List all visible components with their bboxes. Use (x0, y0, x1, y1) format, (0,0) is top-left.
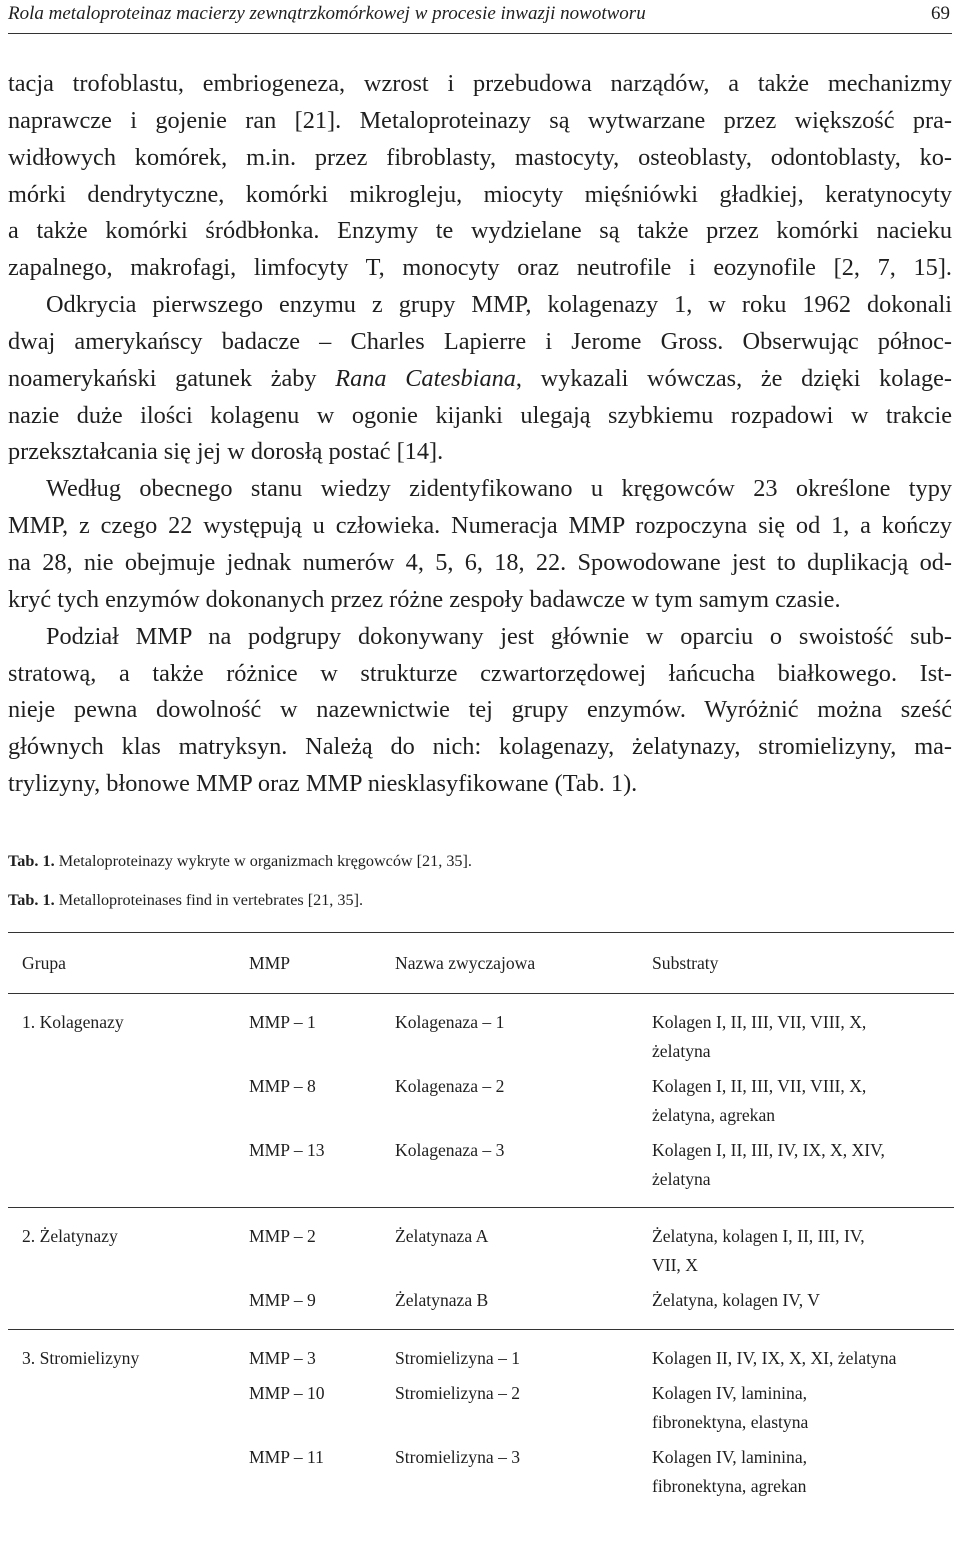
substrate-line: żelatyna (652, 1040, 711, 1061)
table-caption-english (8, 891, 363, 910)
text-line: zapalnego, makrofagi, limfocyty T, monocyty oraz neutrofile i eozynofile [2, 7, 15]. (8, 254, 952, 282)
table-row (8, 1372, 954, 1436)
table-header-row (8, 933, 954, 994)
substrate-line: Kolagen IV, laminina, (652, 1447, 808, 1467)
page-number: 69 (931, 3, 950, 24)
substrates (638, 1065, 954, 1129)
group-stromelysins (8, 1329, 954, 1500)
text-line: MMP, z czego 22 występują u człowieka. Numeracja MMP rozpoczyna się od 1, a kończy (8, 512, 952, 540)
substrates (638, 1372, 954, 1436)
text-line: kryć tych enzymów dokonanych przez różne zespoły badawcze w tym samym czasie. (8, 585, 841, 613)
text-line: dwaj amerykańscy badacze – Charles Lapierre i Jerome Gross. Obserwując północ- (8, 327, 952, 355)
common-name: Stromielizyna – 3 (395, 1447, 521, 1467)
text-line: Odkrycia pierwszego enzymu z grupy MMP, kolagenazy 1, w roku 1962 dokonali (46, 291, 952, 319)
substrate-line: fibronektyna, agrekan (652, 1475, 807, 1496)
table-caption-polish (8, 852, 472, 871)
text-line: Podział MMP na podgrupy dokonywany jest głównie w oparciu o swoistość sub- (46, 622, 952, 650)
substrate-line: Kolagen I, II, III, IV, IX, X, XIV, (652, 1140, 885, 1160)
common-name: Stromielizyna – 2 (395, 1383, 521, 1403)
text-line: głównych klas matryksyn. Należą do nich: kolagenazy, żelatynazy, stromielizyny, ma- (8, 733, 952, 761)
text-line: mórki dendrytyczne, komórki mikrogleju, miocyty mięśniówki gładkiej, keratynocyty (8, 180, 952, 208)
text-line: nazie duże ilości kolagenu w ogonie kijanki ulegają szybkiemu rozpadowi w trakcie (8, 401, 952, 429)
table-row (8, 1329, 954, 1372)
group-name: 1. Kolagenazy (22, 1012, 124, 1032)
caption-text: Metalloproteinases find in vertebrates [21, 35]. (54, 891, 364, 909)
text-line: trylizyny, błonowe MMP oraz MMP niesklasyfikowane (Tab. 1). (8, 770, 638, 798)
text-line: nieje pewna dowolność w nazewnictwie tej grupy enzymów. Wyróżnić można sześć (8, 696, 952, 724)
caption-label: Tab. 1. (8, 852, 55, 870)
text-line: na 28, nie obejmuje jednak numerów 4, 5, 6, 18, 22. Spowodowane jest to duplikacją od- (8, 548, 952, 576)
substrate-line: Żelatyna, kolagen IV, V (652, 1290, 820, 1310)
substrates (638, 994, 954, 1066)
header-group: Grupa (8, 933, 235, 994)
running-title: Rola metaloproteinaz macierzy zewnątrzkomórkowej w procesie inwazji nowotworu (8, 3, 646, 24)
substrate-line: Kolagen IV, laminina, (652, 1383, 808, 1403)
common-name: Żelatynaza A (381, 1208, 638, 1280)
mmp-id: MMP – 2 (235, 1208, 381, 1280)
table-row (8, 1208, 954, 1280)
substrates (638, 1129, 954, 1208)
substrate-line: Kolagen II, IV, IX, X, XI, żelatyna (652, 1347, 897, 1368)
text-line: a także komórki śródbłonka. Enzymy te wydzielane są także przez komórki nacieku (8, 217, 952, 245)
text-line: widłowych komórek, m.in. przez fibroblasty, mastocyty, osteoblasty, odontoblasty, ko- (8, 143, 952, 171)
common-name: Kolagenaza – 3 (395, 1140, 505, 1160)
group-collagenases (8, 994, 954, 1208)
mmp-id: MMP – 9 (249, 1290, 316, 1310)
header-common-name: Nazwa zwyczajowa (381, 933, 638, 994)
text-line: naprawcze i gojenie ran [21]. Metaloproteinazy są wytwarzane przez większość pra- (8, 106, 952, 134)
substrate-line: Kolagen I, II, III, VII, VIII, X, (652, 1076, 867, 1096)
mmp-id: MMP – 11 (249, 1447, 324, 1467)
substrate-line: fibronektyna, elastyna (652, 1411, 809, 1432)
substrate-line: Żelatyna, kolagen I, II, III, IV, (652, 1226, 865, 1246)
text-fragment: , wykazali wówczas, że dzięki kolage- (515, 364, 952, 392)
mmp-table (8, 932, 954, 1500)
table-row (8, 1279, 954, 1329)
substrates (638, 1436, 954, 1500)
substrate-line: żelatyna, agrekan (652, 1104, 776, 1125)
common-name: Żelatynaza B (395, 1290, 489, 1310)
text-line: stratową, a także różnice w strukturze czwartorzędowej łańcucha białkowego. Ist- (8, 659, 952, 687)
table-row (8, 1436, 954, 1500)
mmp-id: MMP – 3 (235, 1329, 381, 1372)
caption-text: Metaloproteinazy wykryte w organizmach kręgowców [21, 35]. (54, 852, 472, 870)
text-line: tacja trofoblastu, embriogeneza, wzrost i przebudowa narządów, a także mechanizmy (8, 70, 952, 97)
text-fragment: noamerykański gatunek żaby (8, 364, 336, 392)
common-name: Stromielizyna – 1 (381, 1329, 638, 1372)
mmp-id: MMP – 10 (249, 1383, 325, 1403)
text-line: przekształcania się jej w dorosłą postać [14]. (8, 438, 444, 466)
mmp-id: MMP – 13 (249, 1140, 325, 1160)
table-row (8, 1065, 954, 1129)
substrates (638, 1279, 954, 1329)
group-gelatinases (8, 1208, 954, 1330)
table-row (8, 1129, 954, 1208)
substrates (638, 1208, 954, 1280)
page-header (8, 0, 952, 34)
substrate-line: żelatyna (652, 1168, 711, 1189)
species-name: Rana Catesbiana (335, 364, 516, 392)
mmp-id: MMP – 8 (249, 1076, 316, 1096)
group-name: 2. Żelatynazy (8, 1208, 235, 1280)
table-row (8, 994, 954, 1066)
substrate-line: Kolagen I, II, III, VII, VIII, X, (652, 1012, 867, 1032)
common-name: Kolagenaza – 1 (395, 1012, 505, 1032)
common-name: Kolagenaza – 2 (395, 1076, 505, 1096)
text-line: Według obecnego stanu wiedzy zidentyfikowano u kręgowców 23 określone typy (46, 475, 952, 503)
caption-label: Tab. 1. (8, 891, 55, 909)
substrates (638, 1329, 954, 1372)
header-substrates: Substraty (638, 933, 954, 994)
text-line-with-species (8, 361, 952, 398)
group-name: 3. Stromielizyny (8, 1329, 235, 1372)
mmp-id: MMP – 1 (249, 1012, 316, 1032)
header-mmp: MMP (235, 933, 381, 994)
body-text (8, 66, 952, 803)
substrate-line: VII, X (652, 1254, 698, 1275)
